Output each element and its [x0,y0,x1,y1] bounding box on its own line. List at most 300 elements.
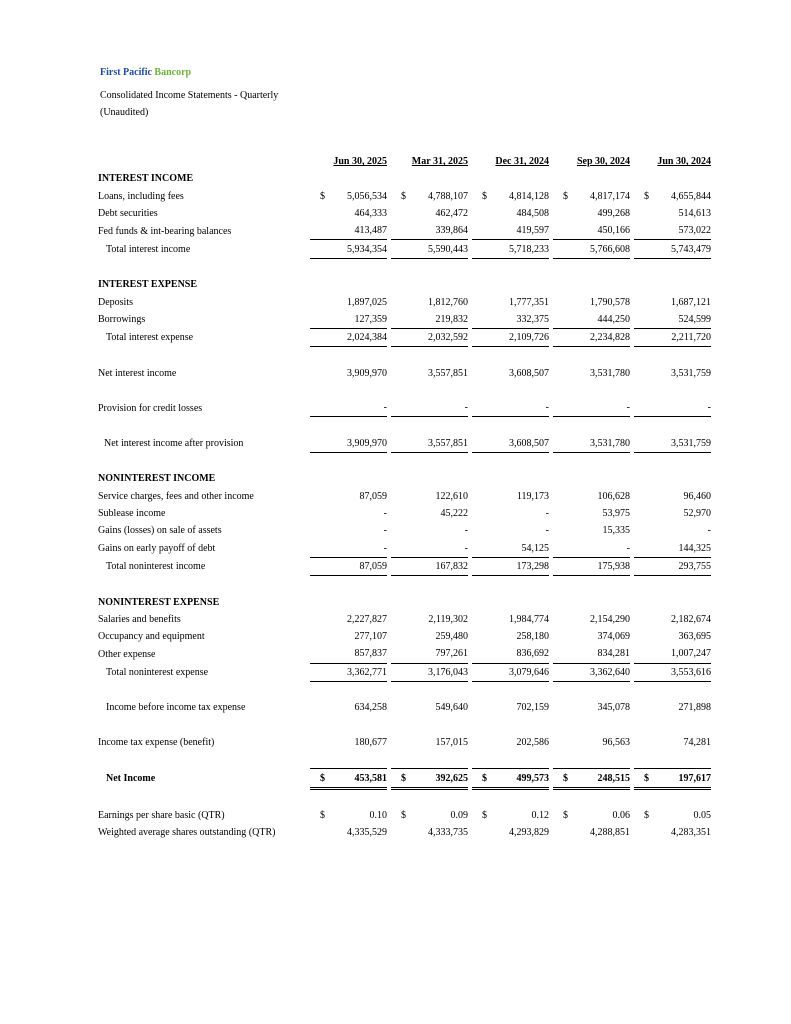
value-text: 202,586 [516,736,549,748]
value-cell [391,663,468,681]
value-cell [634,663,711,681]
value-text: 444,250 [597,313,630,325]
value-text: 1,984,774 [509,613,549,625]
spacer-cell [98,347,711,365]
value-cell [391,293,468,310]
company-name-part1: First Pacific [100,67,152,78]
spacer-cell [98,576,711,594]
value-text: 96,460 [683,490,711,502]
value-text: 339,864 [435,225,468,237]
value-cell [472,628,549,645]
value-cell [634,222,711,240]
section-heading: INTEREST INCOME [98,173,194,185]
statement-row [98,276,711,293]
value-text: 3,608,507 [509,437,549,449]
value-text: 0.12 [531,810,549,822]
value-cell [553,488,630,505]
value-cell [472,205,549,222]
value-cell [634,328,711,346]
value-cell [472,188,549,205]
value-text: 5,934,354 [347,243,387,255]
value-cell [310,522,387,539]
value-text: 573,022 [678,225,711,237]
value-text: 634,258 [354,702,387,714]
value-text: - [464,402,468,414]
value-text: 392,625 [435,772,468,784]
value-text: 797,261 [435,648,468,660]
value-text: 2,109,726 [509,332,549,344]
value-cell [634,435,711,453]
value-text: - [464,525,468,537]
value-cell [472,824,549,841]
value-text: - [626,402,630,414]
value-text: 834,281 [597,648,630,660]
value-cell [472,611,549,628]
spacer-row [98,576,711,594]
statement-row [98,311,711,329]
value-cell [472,540,549,558]
value-cell [310,365,387,382]
value-text: 2,234,828 [590,332,630,344]
value-text: 122,610 [435,490,468,502]
value-cell [310,557,387,575]
value-text: 5,056,534 [347,190,387,202]
value-cell [310,311,387,329]
statement-row [98,240,711,258]
value-cell [472,505,549,522]
company-name [100,67,278,78]
value-cell [472,365,549,382]
statement-row [98,505,711,522]
column-header: Jun 30, 2024 [657,156,711,168]
value-text: - [383,402,387,414]
row-label: Income tax expense (benefit) [98,736,215,748]
row-label: Other expense [98,648,156,660]
currency-symbol: $ [563,810,568,822]
value-text: 2,227,827 [347,613,387,625]
value-text: 4,288,851 [590,827,630,839]
value-cell [391,522,468,539]
value-text: - [545,508,549,520]
value-text: 175,938 [597,560,630,572]
company-name-part2: Bancorp [154,67,192,78]
value-cell [391,611,468,628]
value-text: 462,472 [435,208,468,220]
value-text: 857,837 [354,648,387,660]
value-cell [634,505,711,522]
value-cell [553,769,630,788]
value-text: 74,281 [683,736,711,748]
value-cell [472,557,549,575]
row-label: Total noninterest income [106,560,206,572]
section-heading: NONINTEREST INCOME [98,473,216,485]
row-label: Earnings per share basic (QTR) [98,810,225,822]
spacer-cell [98,751,711,769]
value-text: 96,563 [602,736,630,748]
value-cell [553,663,630,681]
value-cell [472,435,549,453]
value-cell [310,645,387,663]
value-cell [472,734,549,751]
value-cell [310,807,387,824]
value-text: 52,970 [683,508,711,520]
value-text: 4,293,829 [509,827,549,839]
statement-row [98,824,711,841]
value-cell [472,488,549,505]
value-text: 332,375 [516,313,549,325]
currency-symbol: $ [401,190,406,202]
value-text: 248,515 [597,772,630,784]
row-label: Net interest income after provision [104,438,244,450]
currency-symbol: $ [563,190,568,202]
value-cell [391,734,468,751]
value-text: 106,628 [597,490,630,502]
value-cell [310,435,387,453]
value-text: 3,362,640 [590,666,630,678]
value-cell [634,807,711,824]
income-statement-table [98,153,711,842]
value-cell [634,488,711,505]
value-text: 1,687,121 [671,296,711,308]
report-subtitle: (Unaudited) [100,107,149,118]
value-text: 5,718,233 [509,243,549,255]
value-cell [553,824,630,841]
value-cell [310,505,387,522]
spacer-cell [98,717,711,734]
value-text: 2,032,592 [428,332,468,344]
statement-row [98,557,711,575]
value-cell [472,663,549,681]
currency-symbol: $ [320,190,325,202]
value-cell [553,522,630,539]
value-text: 197,617 [678,772,711,784]
value-cell [634,611,711,628]
value-text: 167,832 [435,560,468,572]
value-cell [634,540,711,558]
value-text: 514,613 [678,208,711,220]
value-text: - [383,508,387,520]
value-text: 3,362,771 [347,666,387,678]
value-text: 2,182,674 [671,613,711,625]
value-cell [553,188,630,205]
value-text: 173,298 [516,560,549,572]
statement-row [98,522,711,539]
value-text: 53,975 [602,508,630,520]
statement-row [98,328,711,346]
row-label: Loans, including fees [98,190,184,202]
value-cell [634,645,711,663]
value-text: - [383,525,387,537]
value-cell [310,293,387,310]
value-text: 219,832 [435,313,468,325]
row-label: Salaries and benefits [98,613,181,625]
report-header [100,67,278,121]
value-cell [553,699,630,716]
value-cell [391,328,468,346]
value-text: 5,766,608 [590,243,630,255]
value-text: 3,531,759 [671,367,711,379]
value-text: 4,817,174 [590,190,630,202]
value-text: 363,695 [678,631,711,643]
statement-row [98,734,711,751]
value-cell [553,611,630,628]
statement-row [98,205,711,222]
spacer-row [98,417,711,435]
value-cell [391,435,468,453]
value-text: 3,531,780 [590,437,630,449]
value-cell [634,399,711,417]
spacer-row [98,681,711,699]
value-text: 5,590,443 [428,243,468,255]
section-heading: INTEREST EXPENSE [98,279,198,291]
value-cell [310,699,387,716]
value-text: 413,487 [354,225,387,237]
statement-row [98,611,711,628]
currency-symbol: $ [482,772,487,784]
report-title: Consolidated Income Statements - Quarterly [100,90,279,101]
value-text: 144,325 [678,542,711,554]
value-cell [553,311,630,329]
row-label: Gains on early payoff of debt [98,542,216,554]
value-text: 259,480 [435,631,468,643]
currency-symbol: $ [482,190,487,202]
row-label: Weighted average shares outstanding (QTR) [98,827,276,839]
value-cell [634,557,711,575]
value-cell [310,240,387,258]
value-cell [391,205,468,222]
value-text: 293,755 [678,560,711,572]
spacer-cell [98,382,711,399]
statement-row [98,663,711,681]
value-cell [634,769,711,788]
value-text: 702,159 [516,702,549,714]
value-text: 0.10 [369,810,387,822]
value-cell [472,645,549,663]
spacer-row [98,717,711,734]
value-text: 87,059 [359,560,387,572]
statement-row [98,593,711,610]
value-cell [391,222,468,240]
value-cell [634,699,711,716]
value-cell [634,734,711,751]
value-cell [553,222,630,240]
value-cell [391,645,468,663]
value-cell [553,205,630,222]
value-text: - [545,402,549,414]
column-header: Dec 31, 2024 [495,156,549,168]
value-text: 2,154,290 [590,613,630,625]
value-text: 419,597 [516,225,549,237]
value-cell [310,399,387,417]
spacer-row [98,258,711,276]
value-cell [634,240,711,258]
spacer-row [98,453,711,471]
value-cell [472,328,549,346]
column-header: Mar 31, 2025 [411,156,468,168]
value-cell [391,540,468,558]
value-text: 345,078 [597,702,630,714]
column-header: Jun 30, 2025 [333,156,387,168]
currency-symbol: $ [401,772,406,784]
value-cell [391,628,468,645]
value-text: 1,812,760 [428,296,468,308]
value-cell [391,365,468,382]
value-text: 0.05 [693,810,711,822]
value-cell [310,824,387,841]
value-text: 3,553,616 [671,666,711,678]
currency-symbol: $ [320,810,325,822]
value-cell [391,399,468,417]
row-label: Net Income [106,773,156,785]
row-label: Service charges, fees and other income [98,490,254,502]
spacer-cell [98,453,711,471]
spacer-cell [98,417,711,435]
value-cell [472,240,549,258]
value-text: 119,173 [516,490,549,502]
statement-row [98,222,711,240]
currency-symbol: $ [401,810,406,822]
value-text: - [626,542,630,554]
currency-symbol: $ [644,190,649,202]
value-text: 180,677 [354,736,387,748]
value-text: 1,897,025 [347,296,387,308]
row-label: Income before income tax expense [106,702,246,714]
row-label: Sublease income [98,508,166,520]
value-text: 2,119,302 [428,613,468,625]
value-text: 1,007,247 [671,648,711,660]
value-text: 4,655,844 [671,190,711,202]
value-text: 271,898 [678,702,711,714]
row-label: Total interest income [106,243,191,255]
value-text: 4,283,351 [671,827,711,839]
value-text: 3,608,507 [509,367,549,379]
value-cell [553,328,630,346]
value-cell [310,222,387,240]
value-cell [634,365,711,382]
value-cell [310,188,387,205]
value-cell [634,293,711,310]
value-cell [634,188,711,205]
value-cell [472,769,549,788]
statement-row [98,807,711,824]
column-header: Sep 30, 2024 [576,156,630,168]
section-heading: NONINTEREST EXPENSE [98,596,220,608]
value-text: 549,640 [435,702,468,714]
statement-row [98,399,711,417]
value-text: 499,268 [597,208,630,220]
value-cell [310,663,387,681]
value-cell [553,645,630,663]
currency-symbol: $ [644,772,649,784]
value-cell [634,824,711,841]
value-cell [553,435,630,453]
value-text: 453,581 [354,772,387,784]
value-text: 484,508 [516,208,549,220]
value-text: 3,909,970 [347,437,387,449]
value-text: 1,777,351 [509,296,549,308]
value-cell [310,488,387,505]
value-text: 3,176,043 [428,666,468,678]
value-cell [553,807,630,824]
spacer-row [98,751,711,769]
value-text: - [707,402,711,414]
statement-row [98,470,711,487]
statement-row [98,769,711,788]
value-text: 450,166 [597,225,630,237]
value-cell [472,311,549,329]
value-text: 277,107 [354,631,387,643]
value-cell [634,522,711,539]
value-cell [310,540,387,558]
value-cell [634,628,711,645]
statement-row [98,293,711,310]
value-cell [391,807,468,824]
value-cell [391,488,468,505]
row-label: Deposits [98,296,133,308]
value-text: - [545,525,549,537]
value-text: 3,079,646 [509,666,549,678]
spacer-cell [98,681,711,699]
value-cell [634,205,711,222]
statement-row [98,488,711,505]
value-text: 1,790,578 [590,296,630,308]
value-cell [391,557,468,575]
statement-row [98,365,711,382]
value-cell [310,769,387,788]
value-cell [472,399,549,417]
value-text: 87,059 [359,490,387,502]
value-text: 3,557,851 [428,367,468,379]
value-text: 374,069 [597,631,630,643]
value-cell [553,240,630,258]
value-cell [310,328,387,346]
value-cell [553,540,630,558]
value-cell [310,628,387,645]
value-cell [553,628,630,645]
value-text: 3,909,970 [347,367,387,379]
value-text: 0.06 [612,810,630,822]
row-label: Fed funds & int-bearing balances [98,225,232,237]
header-blank [98,153,310,170]
row-label: Total noninterest expense [106,666,209,678]
value-text: 127,359 [354,313,387,325]
value-cell [553,557,630,575]
statement-row [98,170,711,187]
row-label: Debt securities [98,208,158,220]
value-text: 15,335 [602,525,630,537]
value-text: 3,557,851 [428,437,468,449]
value-text: 4,814,128 [509,190,549,202]
value-text: 5,743,479 [671,243,711,255]
value-text: 836,692 [516,648,549,660]
value-cell [553,293,630,310]
statement-row [98,435,711,453]
value-cell [553,505,630,522]
value-text: - [464,542,468,554]
row-label: Borrowings [98,314,146,326]
value-text: 157,015 [435,736,468,748]
row-label: Occupancy and equipment [98,631,205,643]
value-text: - [383,542,387,554]
currency-symbol: $ [644,810,649,822]
value-cell [472,699,549,716]
row-label: Gains (losses) on sale of assets [98,525,222,537]
value-cell [553,399,630,417]
statement-row [98,628,711,645]
value-text: 54,125 [521,542,549,554]
statement-row [98,188,711,205]
value-cell [472,293,549,310]
